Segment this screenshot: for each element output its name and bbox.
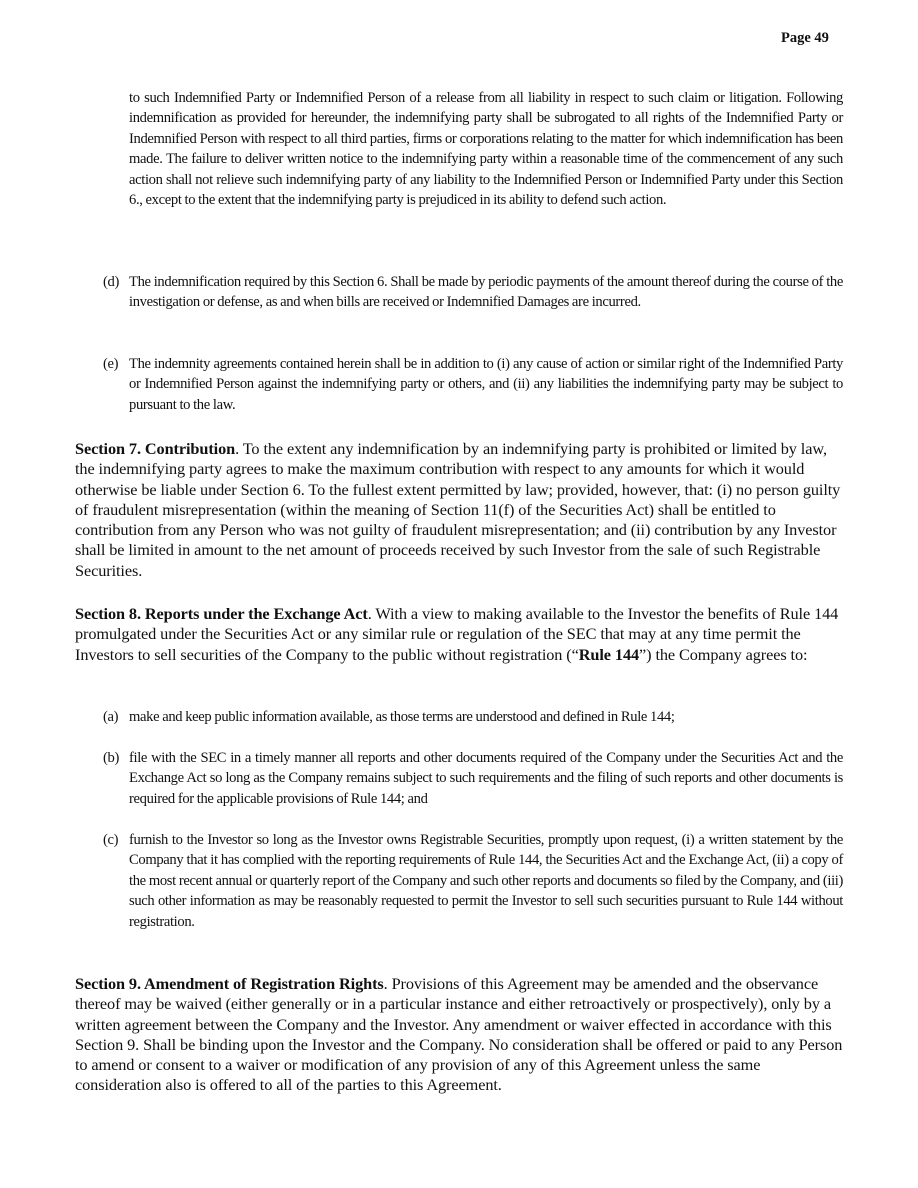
list-item-e bbox=[103, 354, 843, 415]
list-item-label: (d) bbox=[103, 274, 119, 290]
page-number: Page 49 bbox=[781, 30, 829, 46]
section-body: . With a view to making available to the Investor the benefits of Rule 144 promulgated under the Securities Act or any similar rule or regulation of the SEC that may at any time permit the Investors to sell securities of the Company to the public without registration (“ bbox=[75, 604, 839, 664]
section-body: . To the extent any indemnification by an indemnifying party is prohibited or limited by law, the indemnifying party agrees to make the maximum contribution with respect to any amounts for which it would otherwise be liable under Section 6. To the fullest extent permitted by law; provided, however, that: (i) no person guilty of fraudulent misrepresentation (within the meaning of Section 11(f) of the Securities Act) shall be entitled to contribution from any Person who was not guilty of fraudulent misrepresentation; and (ii) contribution by any Investor shall be limited in amount to the net amount of proceeds received by such Investor from the sale of such Registrable Securities. bbox=[75, 439, 841, 580]
section-9-amendment bbox=[75, 974, 845, 1096]
defined-term: Rule 144 bbox=[578, 644, 640, 664]
list-item-b bbox=[103, 748, 843, 809]
list-item-text: make and keep public information available, as those terms are understood and defined in Rule 144; bbox=[129, 709, 675, 725]
list-item-c bbox=[103, 830, 843, 932]
list-item-label: (e) bbox=[103, 356, 119, 372]
section-7-contribution bbox=[75, 439, 845, 581]
section-heading: Section 8. Reports under the Exchange Act bbox=[75, 604, 368, 623]
list-item-text: The indemnity agreements contained herein shall be in addition to (i) any cause of action or similar right of the Indemnified Party or Indemnified Person against the indemnifying party or others, and (ii) any liabilities the indemnifying party may be subject to pursuant to the law. bbox=[129, 356, 843, 413]
section-body-end: ”) the Company agrees to: bbox=[639, 644, 808, 664]
list-item-text: furnish to the Investor so long as the Investor owns Registrable Securities, promptly upon request, (i) a written statement by the Company that it has complied with the reporting requirements of Rule 144, the Securities Act and the Exchange Act, (ii) a copy of the most recent annual or quarterly report of the Company and such other reports and documents so filed by the Company, and (iii) such other information as may be reasonably requested to permit the Investor to sell such securities pursuant to Rule 144 without registration. bbox=[129, 832, 843, 930]
list-item-text: The indemnification required by this Section 6. Shall be made by periodic payments of the amount thereof during the course of the investigation or defense, as and when bills are received or Indemnified Damages are incurred. bbox=[129, 274, 843, 311]
section-8-reports bbox=[75, 604, 845, 665]
list-item-d bbox=[103, 272, 843, 313]
list-item-label: (c) bbox=[103, 832, 119, 848]
list-item-text: file with the SEC in a timely manner all reports and other documents required of the Company under the Securities Act and the Exchange Act so long as the Company remains subject to such requirements and the filing of such reports and other documents is required for the applicable provisions of Rule 144; and bbox=[129, 750, 843, 807]
list-item-label: (b) bbox=[103, 750, 119, 766]
section-body: . Provisions of this Agreement may be amended and the observance thereof may be waived (either generally or in a particular instance and either retroactively or prospectively), only by a written agreement between the Company and the Investor. Any amendment or waiver effected in accordance with this Section 9. Shall be binding upon the Investor and the Company. No consideration shall be offered or paid to any Person to amend or consent to a waiver or modification of any provision of any of this Agreement unless the same consideration also is offered to all of the parties to this Agreement. bbox=[75, 974, 843, 1095]
list-item-a bbox=[103, 707, 843, 727]
list-item-label: (a) bbox=[103, 709, 119, 725]
section-heading: Section 7. Contribution bbox=[75, 439, 236, 458]
continuation-paragraph: to such Indemnified Party or Indemnified Person of a release from all liability in respect to such claim or litigation. Following indemnification as provided for hereunder, the indemnifying party shall be subrogated to all rights of the Indemnified Party or Indemnified Person with respect to all third parties, firms or corporations relating to the matter for which indemnification has been made. The failure to deliver written notice to the indemnifying party within a reasonable time of the commencement of any such action shall not relieve such indemnifying party of any liability to the Indemnified Person or Indemnified Party under this Section 6., except to the extent that the indemnifying party is prejudiced in its ability to defend such action. bbox=[129, 90, 843, 209]
section-heading: Section 9. Amendment of Registration Rights bbox=[75, 974, 384, 993]
